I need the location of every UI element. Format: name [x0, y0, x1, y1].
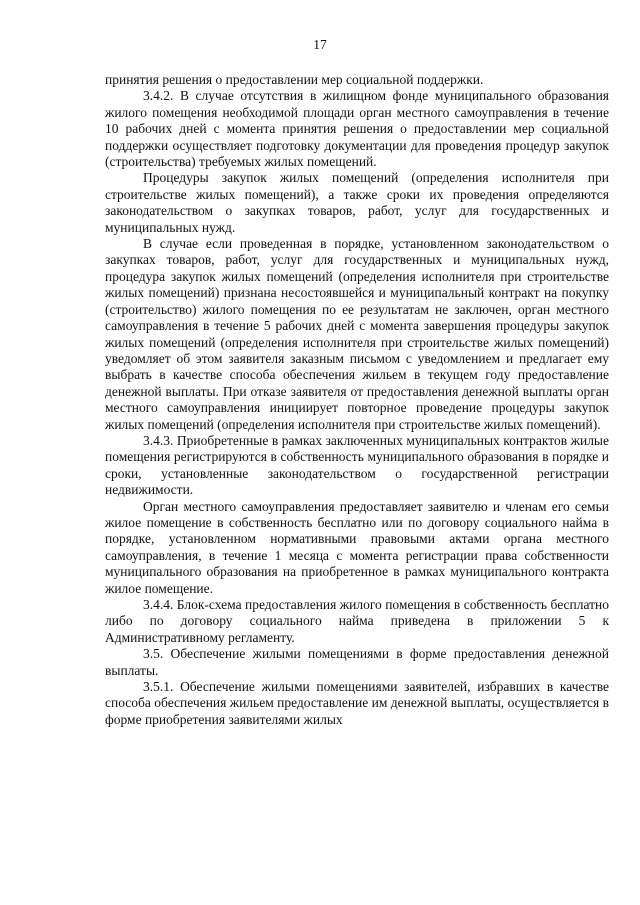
- paragraph-failed-procurement: В случае если проведенная в порядке, установленном законодательством о закупках товаров, работ, услуг для государственных и муниципальных нужд, процедура закупок жилых помещений (определения исполнителя при строительстве жилых помещений) признана несостоявшейся и муниципальный контракт на покупку (строительство) жилого помещения по ее результатам не заключен, орган местного самоуправления в течение 5 рабочих дней с момента завершения процедуры закупок жилых помещений (определения исполнителя при строительстве жилых помещений) уведомляет об этом заявителя заказным письмом с уведомлением и предлагает ему выбрать в качестве способа обеспечения жильем в текущем году предоставление денежной выплаты. При отказе заявителя от предоставления денежной выплаты орган местного самоуправления инициирует повторное проведение процедуры закупок жилых помещений (определения исполнителя при строительстве жилых помещений).: [105, 236, 609, 432]
- paragraph-provision-of-housing: Орган местного самоуправления предоставляет заявителю и членам его семьи жилое помещение в собственность бесплатно или по договору социального найма в порядке, установленном нормативными правовыми актами органа местного самоуправления, в течение 1 месяца с момента регистрации права собственности муниципального образования на приобретенное в рамках муниципального контракта жилое помещение.: [105, 498, 609, 596]
- document-body: [105, 72, 609, 728]
- paragraph-3-4-3: 3.4.3. Приобретенные в рамках заключенных муниципальных контрактов жилые помещения регистрируются в собственность муниципального образования в порядке и сроки, установленные законодательством о государственной регистрации недвижимости.: [105, 432, 609, 498]
- paragraph-3-5: 3.5. Обеспечение жилыми помещениями в форме предоставления денежной выплаты.: [105, 646, 609, 678]
- paragraph-procurement-procedures: Процедуры закупок жилых помещений (определения исполнителя при строительстве жилых помещений), а также сроки их проведения определяются законодательством о закупках товаров, работ, услуг для государственных и муниципальных нужд.: [105, 170, 609, 235]
- paragraph-continuation: принятия решения о предоставлении мер социальной поддержки.: [105, 72, 484, 87]
- paragraph-3-4-4: 3.4.4. Блок-схема предоставления жилого помещения в собственность бесплатно либо по договору социального найма приведена в приложении 5 к Административному регламенту.: [105, 597, 609, 645]
- page-number: 17: [313, 37, 327, 52]
- paragraph-3-5-1: 3.5.1. Обеспечение жилыми помещениями заявителей, избравших в качестве способа обеспечения жильем предоставление им денежной выплаты, осуществляется в форме приобретения заявителями жилых: [105, 679, 609, 727]
- paragraph-3-4-2: 3.4.2. В случае отсутствия в жилищном фонде муниципального образования жилого помещения необходимой площади орган местного самоуправления в течение 10 рабочих дней с момента принятия решения о предоставлении мер социальной поддержки осуществляет подготовку документации для проведения процедур закупок (строительства) требуемых жилых помещений.: [105, 88, 609, 170]
